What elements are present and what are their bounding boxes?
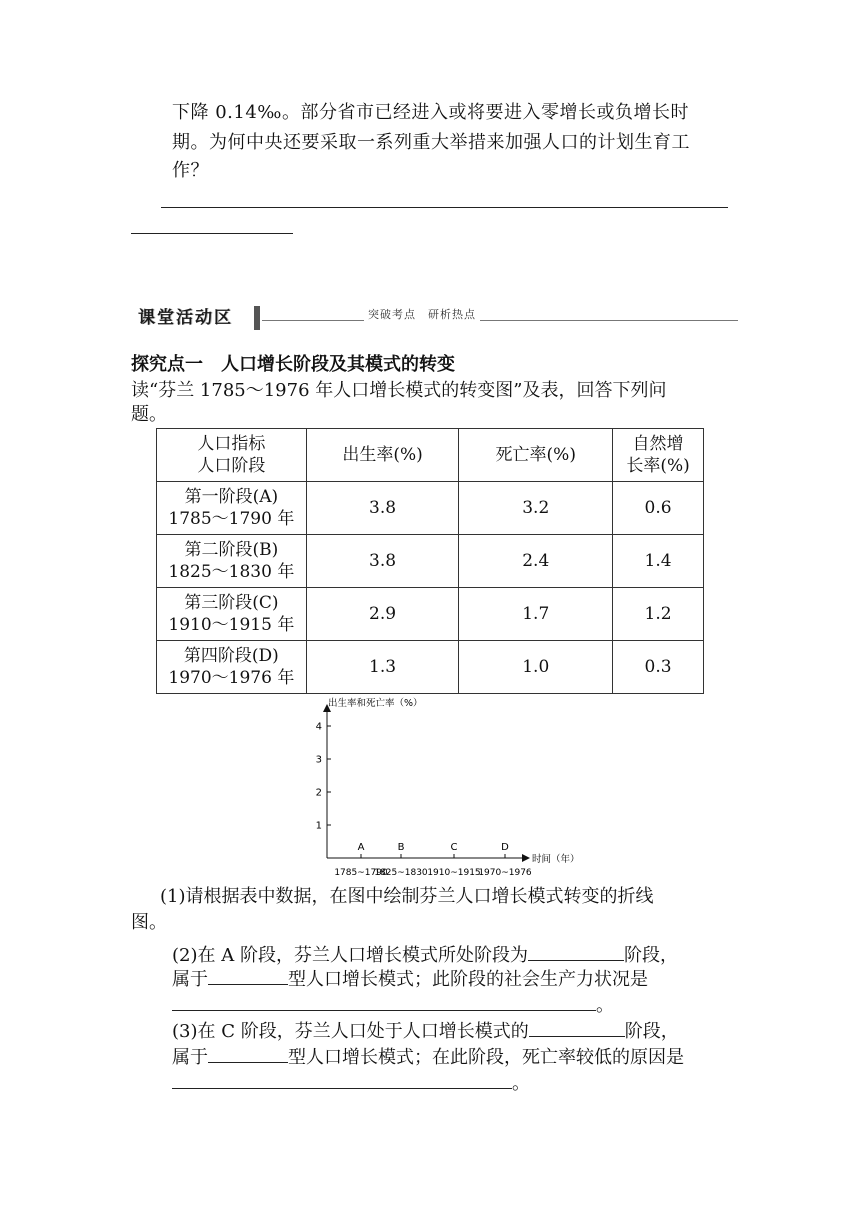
task-3-text-c: 属于 [172,1047,208,1068]
natural-growth-header [613,429,704,482]
section-bar [132,302,738,334]
table-corner-header [157,429,307,482]
x-category-label: C [450,842,458,853]
intro-line-2: 期。为何中央还要采取一系列重大举措来加强人口的计划生育工 [172,132,690,153]
task-2-line-2 [172,964,648,993]
task-2-blank-type[interactable] [208,964,288,985]
table-row [157,535,704,588]
task-2-end: 。 [596,995,614,1016]
section-rule [262,320,738,321]
blank-line-chart [300,694,600,884]
section-marker [254,306,260,330]
stage-years: 1910～1915 年 [168,615,295,635]
task-3-text-b: 阶段， [624,1021,679,1042]
section-title: 课堂活动区 [138,308,233,328]
task-2-text-c: 属于 [172,969,208,990]
question-heading: 探究点一 人口增长阶段及其模式的转变 [131,354,455,375]
table-header-row [157,429,704,482]
task-3-text-a: (3)在 C 阶段，芬兰人口处于人口增长模式的 [172,1021,529,1042]
intro-line-1: 下降 0.14‰。部分省市已经进入或将要进入零增长或负增长时 [172,102,689,123]
natural-growth-cell: 1.4 [613,535,704,588]
x-range-label: 1910~1915 [427,868,481,878]
population-table [156,428,704,694]
answer-line-1 [161,207,728,208]
table-row [157,641,704,694]
natural-growth-header-line-2: 长率(%) [626,456,690,476]
natural-growth-header-line-1: 自然增 [632,434,684,454]
stage-name: 第一阶段(A) [184,487,279,507]
task-2-text-d: 型人口增长模式；此阶段的社会生产力状况是 [288,969,648,990]
table-row [157,482,704,535]
corner-stage-label: 人口阶段 [197,456,266,476]
question-prompt-line-2: 题。 [131,404,167,425]
death-rate-header: 死亡率(%) [459,429,613,482]
section-subtitle: 突破考点 研析热点 [364,306,480,322]
task-3-end: 。 [512,1073,530,1094]
task-2-blank-stage[interactable] [528,940,624,961]
y-tick-label: 1 [315,820,322,832]
task-3-line-2 [172,1042,684,1071]
y-tick-label: 3 [315,754,322,766]
task-2-text-a: (2)在 A 阶段，芬兰人口增长模式所处阶段为 [172,945,528,966]
x-axis-label: 时间（年） [532,854,580,865]
stage-cell [157,588,307,641]
x-range-label: 1825~1830 [374,868,428,878]
task-3-line-1 [172,1016,679,1045]
x-category-label: A [357,842,365,853]
death-rate-cell: 2.4 [459,535,613,588]
stage-name: 第四阶段(D) [183,646,279,666]
task-2-line-3 [172,990,614,1019]
y-axis-label: 出生率和死亡率（%） [328,698,423,709]
x-category-label: B [397,842,405,853]
y-tick-label: 4 [315,721,322,733]
natural-growth-cell: 0.3 [613,641,704,694]
task-3-blank-type[interactable] [208,1042,288,1063]
birth-rate-header: 出生率(%) [306,429,459,482]
answer-line-2 [131,233,293,234]
birth-rate-cell: 2.9 [306,588,459,641]
table-row [157,588,704,641]
x-range-label: 1970~1976 [478,868,532,878]
intro-line-3: 作？ [172,160,209,181]
birth-rate-cell: 3.8 [306,482,459,535]
stage-cell [157,535,307,588]
task-1-line-1: (1)请根据表中数据，在图中绘制芬兰人口增长模式转变的折线 [160,886,654,907]
stage-name: 第二阶段(B) [184,540,279,560]
stage-years: 1970～1976 年 [168,668,295,688]
x-range-label: 1785~1790 [334,868,388,878]
birth-rate-cell: 3.8 [306,535,459,588]
natural-growth-cell: 0.6 [613,482,704,535]
stage-cell [157,482,307,535]
task-3-blank-reason[interactable] [172,1068,512,1089]
stage-cell [157,641,307,694]
task-3-blank-stage[interactable] [529,1016,625,1037]
task-3-text-d: 型人口增长模式；在此阶段，死亡率较低的原因是 [288,1047,684,1068]
natural-growth-cell: 1.2 [613,588,704,641]
x-category-label: D [501,842,509,853]
task-1-line-2: 图。 [131,912,167,933]
task-2-text-b: 阶段， [623,945,678,966]
task-3-line-3 [172,1068,530,1097]
death-rate-cell: 3.2 [459,482,613,535]
task-2-blank-productivity[interactable] [172,990,596,1011]
stage-years: 1785～1790 年 [168,509,295,529]
question-prompt-line-1: 读“芬兰 1785～1976 年人口增长模式的转变图”及表，回答下列问 [131,380,667,401]
y-tick-label: 2 [315,787,322,799]
stage-years: 1825～1830 年 [168,562,295,582]
birth-rate-cell: 1.3 [306,641,459,694]
death-rate-cell: 1.7 [459,588,613,641]
death-rate-cell: 1.0 [459,641,613,694]
stage-name: 第三阶段(C) [184,593,279,613]
corner-indicator-label: 人口指标 [197,434,266,454]
